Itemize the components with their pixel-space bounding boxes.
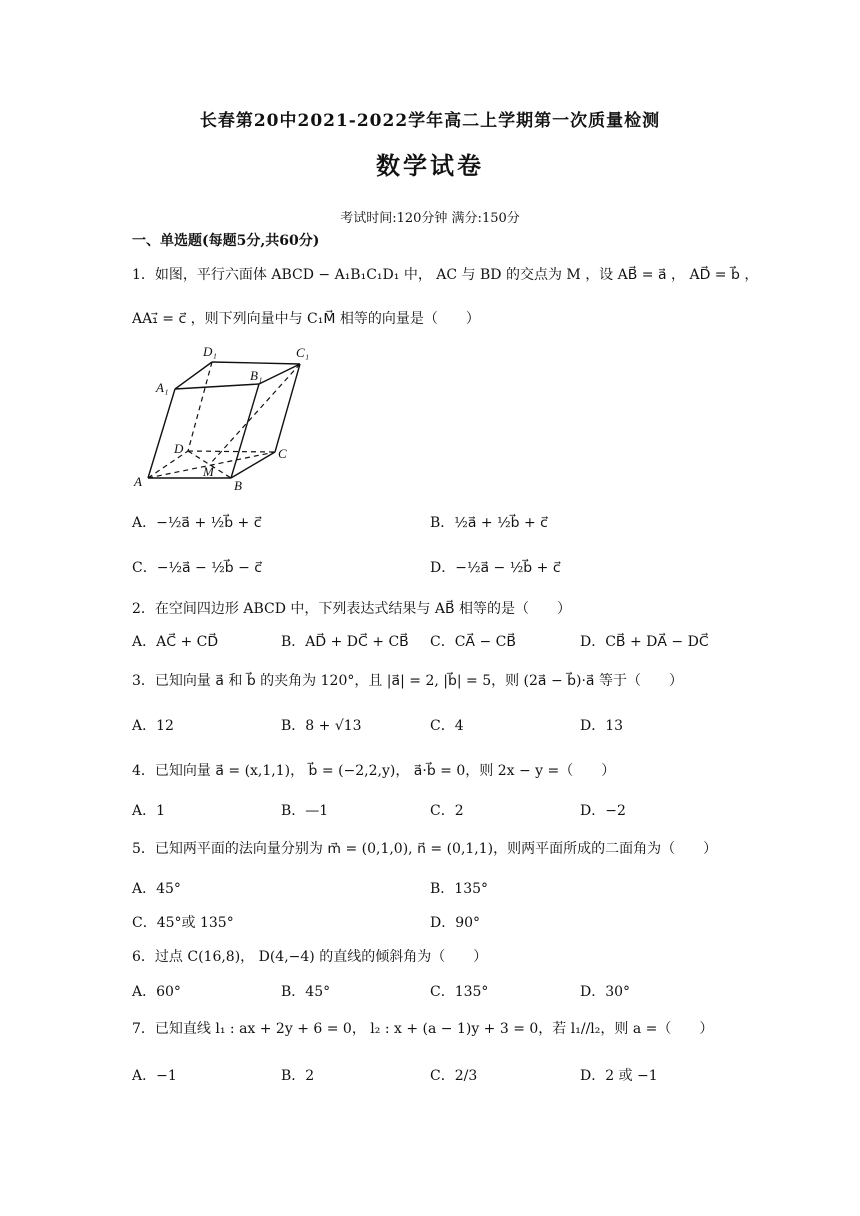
q2-option-a: A．AC⃗ + CD⃗ <box>132 634 219 650</box>
q2-option-c: C．CA⃗ − CB⃗ <box>430 634 516 650</box>
edge-a1b1 <box>175 384 259 389</box>
question-1-line-2: AA₁⃗ = c⃗ ，则下列向量中与 C₁M⃗ 相等的向量是（ ） <box>132 311 480 327</box>
q3-option-b: B．8 + √13 <box>281 718 362 734</box>
edge-b1c1 <box>259 364 300 384</box>
q2-option-d: D．CB⃗ + DA⃗ − DC⃗ <box>580 634 709 650</box>
label-a1: A₁ <box>156 380 169 395</box>
edge-dc-hidden <box>188 451 275 452</box>
q7-option-d: D．2 或 −1 <box>580 1068 658 1084</box>
q5-option-b: B．135° <box>430 881 489 897</box>
label-m: M <box>203 464 214 479</box>
page-subtitle: 数学试卷 <box>376 151 484 180</box>
parallelepiped-figure <box>130 340 310 495</box>
q6-option-b: B．45° <box>281 984 331 1000</box>
edge-d1c1 <box>212 362 300 364</box>
edge-a1d1 <box>175 362 212 389</box>
q1-option-c: C．−½a⃗ − ½b⃗ − c⃗ <box>132 560 263 576</box>
question-2: 2．在空间四边形 ABCD 中，下列表达式结果与 AB⃗ 相等的是（ ） <box>132 601 572 617</box>
q1-option-b: B．½a⃗ + ½b⃗ + c⃗ <box>430 515 548 531</box>
question-1-line-1: 1．如图，平行六面体 ABCD − A₁B₁C₁D₁ 中， AC 与 BD 的交点为 M ，设 AB⃗ = a⃗ ， AD⃗ = b⃗ ， <box>132 267 759 283</box>
exam-info: 考试时间:120分钟 满分:150分 <box>340 211 520 226</box>
q7-option-c: C．2/3 <box>430 1068 478 1084</box>
question-6: 6．过点 C(16,8)， D(4,−4) 的直线的倾斜角为（ ） <box>132 949 488 965</box>
question-4: 4．已知向量 a⃗ = (x,1,1)， b⃗ = (−2,2,y)， a⃗·b⃗ = 0，则 2x − y =（ ） <box>132 763 616 779</box>
q1-option-d: D．−½a⃗ − ½b⃗ + c⃗ <box>430 560 561 576</box>
q4-option-a: A．1 <box>132 803 166 819</box>
q6-option-d: D．30° <box>580 984 631 1000</box>
section-heading: 一、单选题(每题5分,共60分) <box>132 233 320 249</box>
q5-option-d: D．90° <box>430 915 481 931</box>
question-5: 5．已知两平面的法向量分别为 m⃗ = (0,1,0), n⃗ = (0,1,1)，则两平面所成的二面角为（ ） <box>132 841 718 857</box>
question-7: 7．已知直线 l₁ : ax + 2y + 6 = 0， l₂ : x + (a − 1)y + 3 = 0，若 l₁//l₂，则 a =（ ） <box>132 1021 714 1037</box>
label-a: A <box>134 474 142 489</box>
label-b1: B₁ <box>250 368 263 383</box>
q3-option-a: A．12 <box>132 718 174 734</box>
q7-option-a: A．−1 <box>132 1068 177 1084</box>
edge-dd1-hidden <box>188 362 212 451</box>
q3-option-d: D．13 <box>580 718 624 734</box>
q1-option-a: A．−½a⃗ + ½b⃗ + c⃗ <box>132 515 262 531</box>
label-d1: D₁ <box>203 344 217 359</box>
q4-option-b: B．—1 <box>281 803 329 819</box>
q6-option-a: A．60° <box>132 984 181 1000</box>
label-b: B <box>234 478 242 493</box>
q2-option-b: B．AD⃗ + DC⃗ + CB⃗ <box>281 634 409 650</box>
question-3: 3．已知向量 a⃗ 和 b⃗ 的夹角为 120°，且 |a⃗| = 2, |b⃗| = 5，则 (2a⃗ − b⃗)·a⃗ 等于（ ） <box>132 673 683 689</box>
q6-option-c: C．135° <box>430 984 489 1000</box>
q3-option-c: C．4 <box>430 718 464 734</box>
label-d: D <box>174 441 184 456</box>
page-title: 长春第20中2021-2022学年高二上学期第一次质量检测 <box>199 111 661 131</box>
label-c1: C₁ <box>296 345 310 360</box>
q5-option-a: A．45° <box>132 881 181 897</box>
q4-option-c: C．2 <box>430 803 464 819</box>
q4-option-d: D．−2 <box>580 803 626 819</box>
edge-aa1 <box>148 389 175 478</box>
q5-option-c: C．45°或 135° <box>132 915 234 931</box>
label-c: C <box>278 446 287 461</box>
q7-option-b: B．2 <box>281 1068 315 1084</box>
